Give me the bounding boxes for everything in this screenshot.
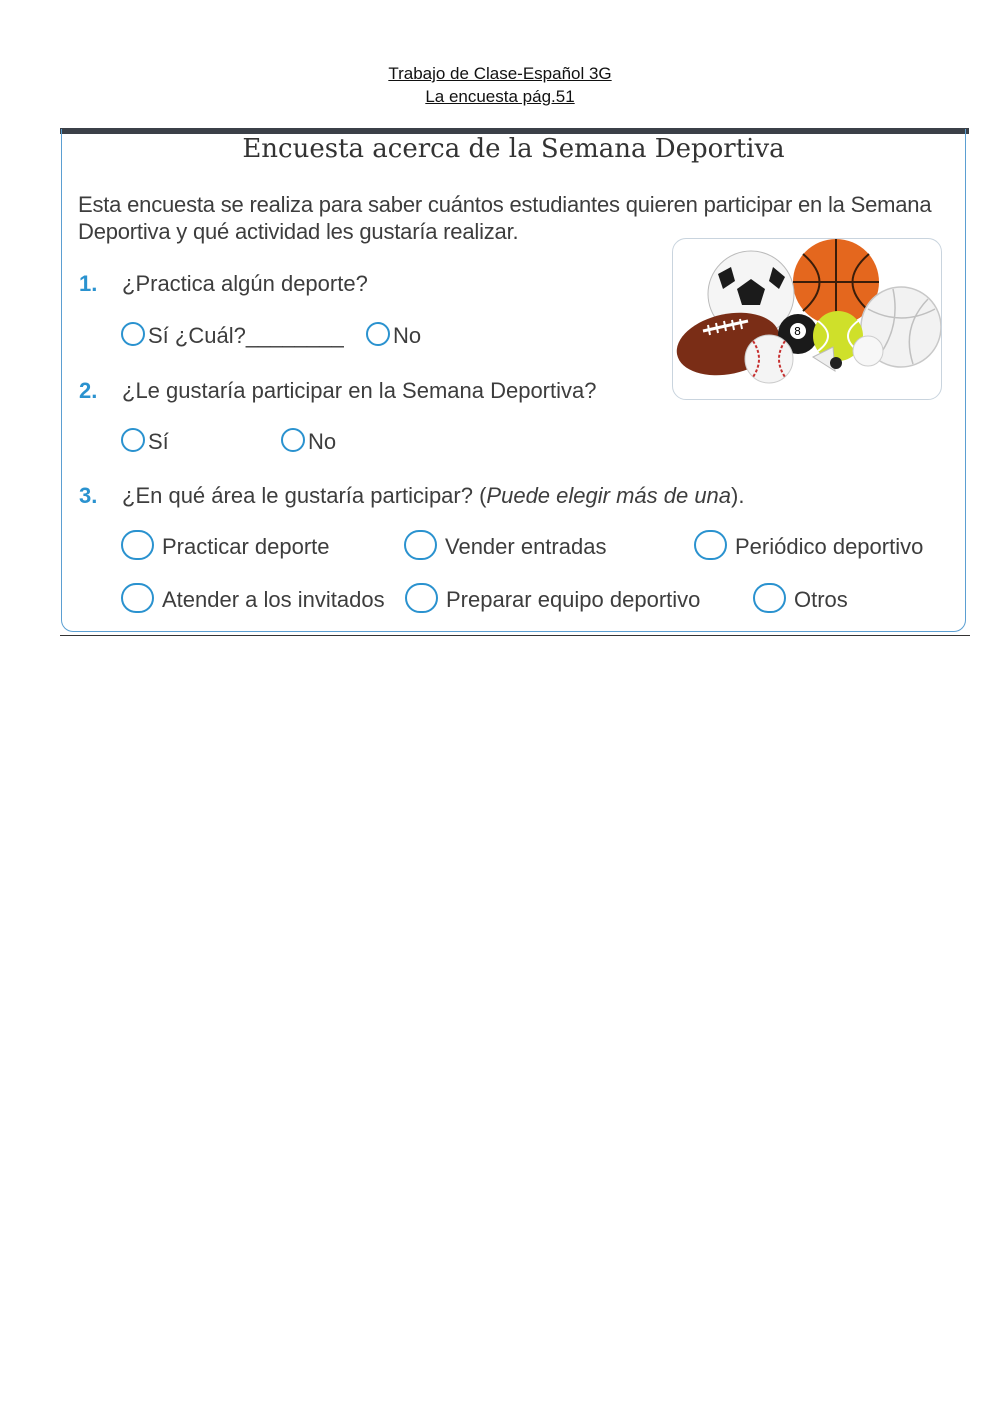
question-2-number: 2. — [79, 378, 98, 403]
question-3-text-italic: Puede elegir más de una — [486, 483, 732, 508]
question-2-text: ¿Le gustaría participar en la Semana Deportiva? — [122, 378, 597, 403]
question-1-number: 1. — [79, 271, 98, 296]
radio-icon[interactable] — [121, 428, 145, 452]
checkbox-icon[interactable] — [404, 530, 437, 560]
q3-option-label[interactable]: Practicar deporte — [162, 534, 330, 559]
question-3-text-end: ). — [731, 483, 745, 508]
q1-option-yes-label: Sí ¿Cuál?________ — [148, 323, 344, 348]
question-3-text — [122, 483, 745, 509]
sports-balls-image — [672, 238, 942, 400]
radio-icon[interactable] — [121, 322, 145, 346]
question-3-number: 3. — [79, 483, 98, 508]
question-3-text-start: ¿En qué área le gustaría participar? ( — [122, 483, 487, 508]
q3-option-label[interactable]: Preparar equipo deportivo — [446, 587, 701, 612]
checkbox-icon[interactable] — [405, 583, 438, 613]
worksheet-header — [0, 62, 1000, 108]
survey-title: Encuesta acerca de la Semana Deportiva — [242, 134, 785, 164]
q3-option-label[interactable]: Vender entradas — [445, 534, 607, 559]
q1-option-yes[interactable] — [121, 322, 344, 349]
bottom-divider — [60, 635, 970, 636]
q3-option-label[interactable]: Atender a los invitados — [162, 587, 385, 612]
checkbox-icon[interactable] — [121, 583, 154, 613]
q2-option-no-label: No — [308, 429, 337, 454]
question-1-text: ¿Practica algún deporte? — [122, 271, 368, 296]
q1-option-no-label: No — [393, 323, 422, 348]
checkbox-icon[interactable] — [694, 530, 727, 560]
radio-icon[interactable] — [366, 322, 390, 346]
checkbox-icon[interactable] — [121, 530, 154, 560]
survey-intro: Esta encuesta se realiza para saber cuántos estudiantes quieren participar en la Semana Deportiva y qué actividad les gustaría realizar. — [78, 192, 932, 244]
q1-option-no[interactable] — [366, 322, 421, 349]
header-line-2: La encuesta pág.51 — [425, 87, 575, 106]
header-line-1: Trabajo de Clase-Español 3G — [388, 64, 612, 83]
q2-option-yes-label: Sí — [148, 429, 169, 454]
sports-balls-icon — [673, 239, 942, 400]
q3-option-label[interactable]: Periódico deportivo — [735, 534, 924, 559]
svg-text:8: 8 — [794, 325, 801, 338]
q2-option-yes[interactable] — [121, 428, 169, 455]
q2-option-no[interactable] — [281, 428, 336, 455]
checkbox-icon[interactable] — [753, 583, 786, 613]
q3-option-label[interactable]: Otros — [794, 587, 848, 612]
radio-icon[interactable] — [281, 428, 305, 452]
